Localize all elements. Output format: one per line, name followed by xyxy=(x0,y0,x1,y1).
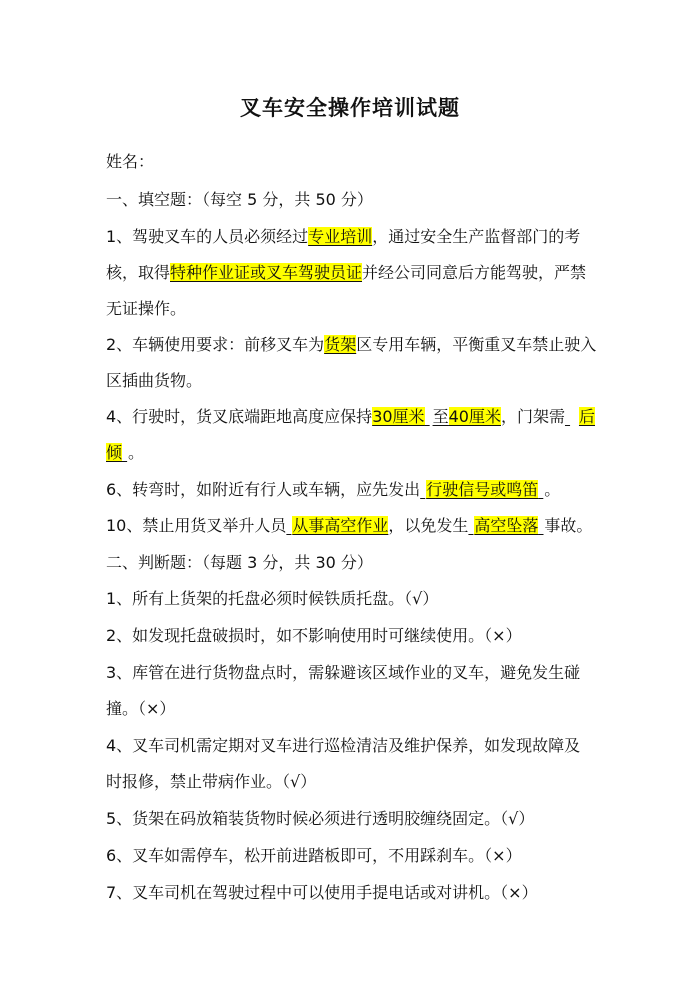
q4-answer3-part1: 后 xyxy=(578,407,595,426)
judge-item-7: 7、叉车司机在驾驶过程中可以使用手提电话或对讲机。（×） xyxy=(106,883,538,902)
q4-answer1: 30厘米 xyxy=(372,407,425,426)
q4-blank-gap-2 xyxy=(565,406,579,428)
q10-text-end: 事故。 xyxy=(544,516,593,535)
section2-heading: 二、判断题：（每题 3 分，共 30 分） xyxy=(106,553,373,572)
q10-line xyxy=(106,515,606,537)
q6-text-a: 6、转弯时，如附近有行人或车辆，应先发出 xyxy=(106,480,421,499)
q10-text-a: 10、禁止用货叉举升人员 xyxy=(106,516,287,535)
q1-line1 xyxy=(106,226,606,248)
q10-answer1: 从事高空作业 xyxy=(292,516,389,535)
q4-answer2: 40厘米 xyxy=(448,407,501,426)
q4-line2 xyxy=(106,442,606,464)
judge-item-6: 6、叉车如需停车，松开前进踏板即可，不用踩刹车。（×） xyxy=(106,846,522,865)
judge-item-5: 5、货架在码放箱装货物时候必须进行透明胶缠绕固定。（√） xyxy=(106,809,535,828)
q2-line2: 区插曲货物。 xyxy=(106,371,203,390)
judge-item-4-line2: 时报修，禁止带病作业。（√） xyxy=(106,772,317,791)
q6-answer1: 行驶信号或鸣笛 xyxy=(426,480,539,499)
page-title: 叉车安全操作培训试题 xyxy=(240,96,460,120)
q4-text-b: ，门架需 xyxy=(500,407,565,426)
judge-item-3-line1: 3、库管在进行货物盘点时，需躲避该区域作业的叉车，避免发生碰 xyxy=(106,663,581,682)
q4-text-a: 4、行驶时，货叉底端距地高度应保持 xyxy=(106,407,373,426)
q4-line2-end: 。 xyxy=(128,443,145,462)
q10-text-b: ，以免发生 xyxy=(388,516,469,535)
q1-line2-text-b: 并经公司同意后方能驾驶，严禁 xyxy=(362,263,587,282)
q2-text-a: 2、车辆使用要求：前移叉车为 xyxy=(106,335,325,354)
q4-blank-gap-1 xyxy=(425,406,433,428)
judge-item-2: 2、如发现托盘破损时，如不影响使用时可继续使用。（×） xyxy=(106,626,522,645)
section1-heading: 一、填空题：（每空 5 分，共 50 分） xyxy=(106,190,373,209)
q4-mid: 至 xyxy=(432,407,449,426)
q2-line1 xyxy=(106,334,606,356)
q6-line xyxy=(106,479,606,501)
name-label: 姓名： xyxy=(106,152,155,171)
judge-item-4-line1: 4、叉车司机需定期对叉车进行巡检清洁及维护保养，如发现故障及 xyxy=(106,736,581,755)
q10-answer2: 高空坠落 xyxy=(474,516,539,535)
q1-line2-text-a: 核，取得 xyxy=(106,263,171,282)
q1-answer1: 专业培训 xyxy=(308,227,373,246)
q4-line1 xyxy=(106,406,606,428)
q4-answer3-part2: 倾 xyxy=(106,443,123,462)
judge-item-3-line2: 撞。（×） xyxy=(106,699,176,718)
q1-line2 xyxy=(106,262,606,284)
q2-answer1: 货架 xyxy=(324,335,357,354)
judge-item-1: 1、所有上货架的托盘必须时候铁质托盘。（√） xyxy=(106,589,439,608)
q1-text-a: 1、驾驶叉车的人员必须经过 xyxy=(106,227,309,246)
q6-text-end: 。 xyxy=(544,480,561,499)
q1-line3: 无证操作。 xyxy=(106,299,187,318)
q1-text-b: ，通过安全生产监督部门的考 xyxy=(372,227,581,246)
q2-text-b: 区专用车辆，平衡重叉车禁止驶入 xyxy=(356,335,597,354)
q1-answer2: 特种作业证或叉车驾驶员证 xyxy=(170,263,363,282)
